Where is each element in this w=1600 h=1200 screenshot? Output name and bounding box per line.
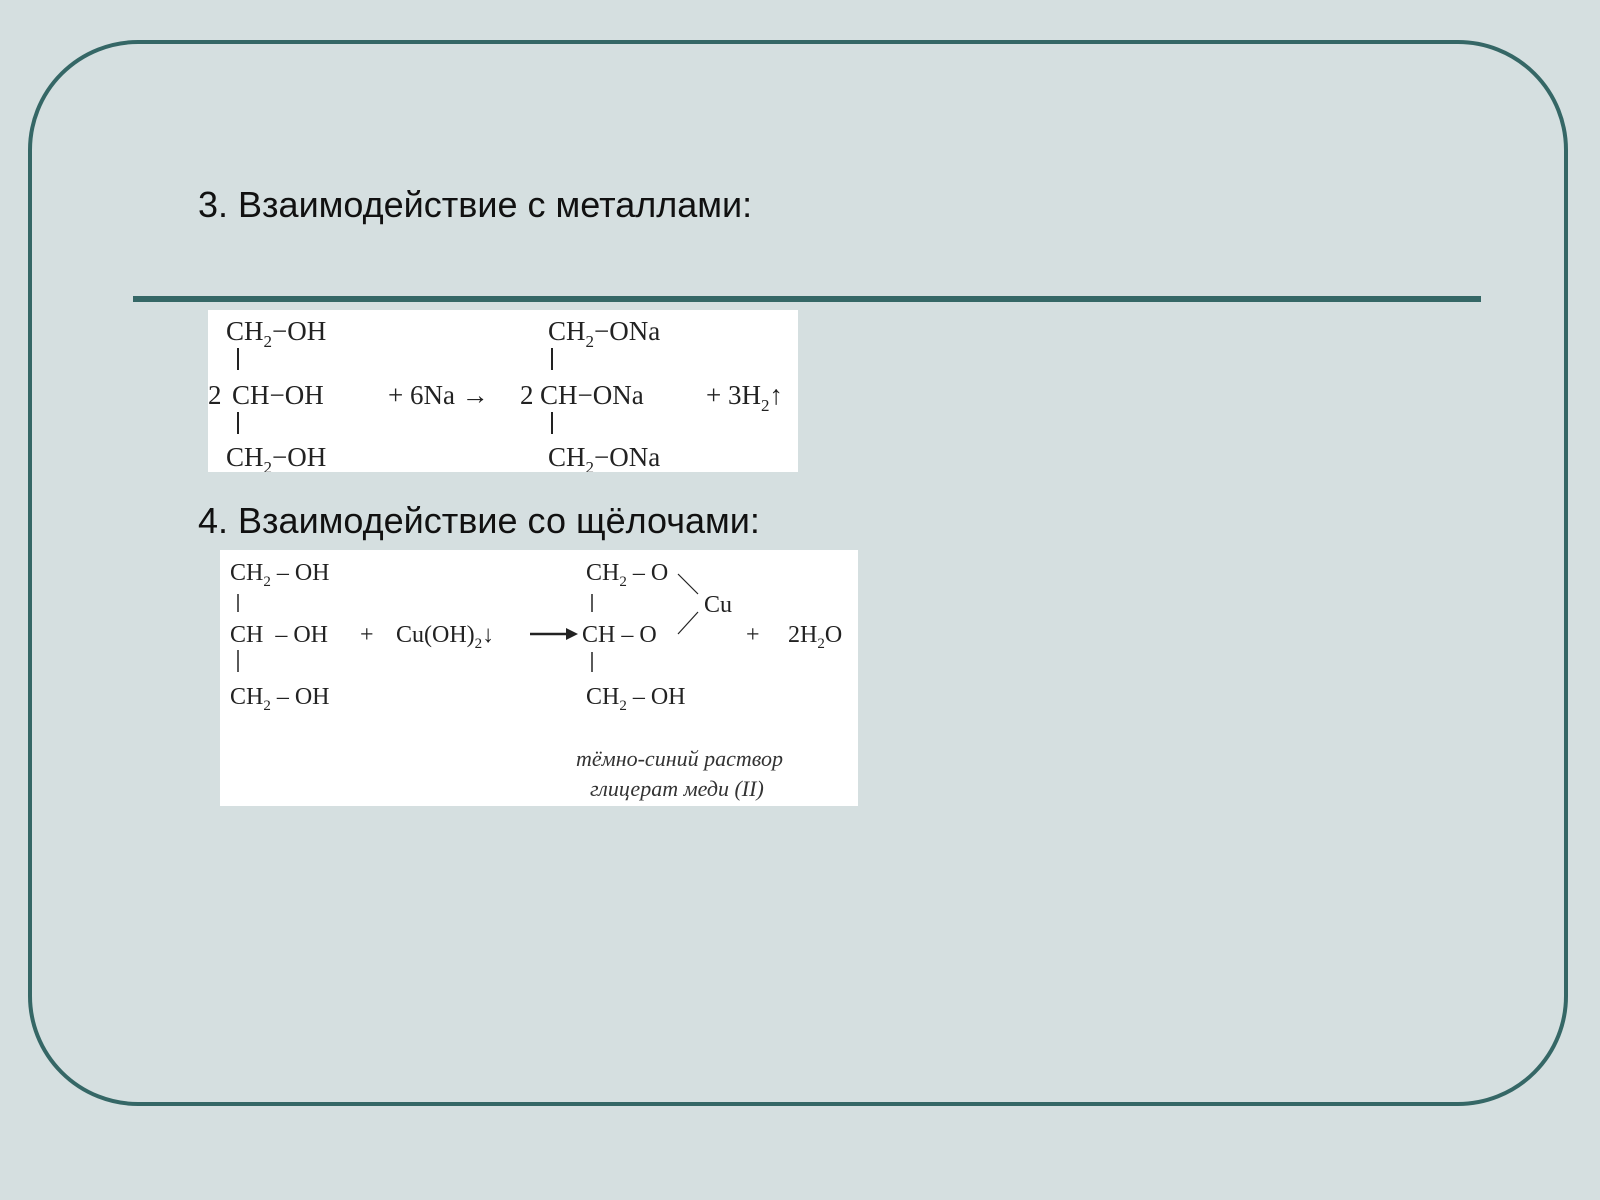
- reagent-plus: +: [360, 622, 374, 648]
- reagent-copper-hydroxide: $Cu(OH)_2↓$: [396, 622, 495, 652]
- coef-left: 2: [208, 380, 222, 410]
- p2-row: CH – O: [582, 622, 657, 648]
- heading-alkali: 4. Взаимодействие со щёлочами:: [198, 500, 760, 541]
- r2-row: CH – OH: [230, 622, 329, 648]
- p3-row: $CH_2$ – OH: [586, 684, 686, 714]
- water: $2H_2O$: [788, 622, 843, 652]
- reaction-metals-formula: [208, 310, 798, 472]
- heading-metals: 3. Взаимодействие с металлами:: [198, 184, 753, 225]
- r1-row: $CH_2-OH$: [226, 316, 327, 351]
- copper-atom: Cu: [704, 592, 733, 618]
- water-plus: +: [746, 622, 760, 648]
- r1-row: $CH_2$ – OH: [230, 560, 330, 590]
- reagent-sodium: + 6Na →: [388, 380, 489, 410]
- bond-line: [678, 574, 698, 594]
- p1-row: $CH_2$ – O: [586, 560, 669, 590]
- bond-line: [678, 612, 698, 634]
- reaction-alkali-svg: [220, 550, 858, 806]
- reaction-arrow-head-icon: [566, 628, 578, 640]
- p3-row: $CH_2-ONa$: [548, 442, 661, 472]
- p2-row: CH−ONa: [540, 380, 644, 410]
- r3-row: $CH_2-OH$: [226, 442, 327, 472]
- r2-row: CH−OH: [232, 380, 324, 410]
- divider-line: [133, 296, 1481, 302]
- reaction-metals-svg: [208, 310, 798, 472]
- caption-line-1: тёмно-синий раствор: [576, 746, 784, 771]
- reaction-alkali-formula: [220, 550, 858, 806]
- byproduct-hydrogen: + $3H_2↑$: [706, 380, 783, 415]
- p1-row: $CH_2-ONa$: [548, 316, 661, 351]
- coef-right: 2: [520, 380, 534, 410]
- r3-row: $CH_2$ – OH: [230, 684, 330, 714]
- caption-line-2: глицерат меди (II): [590, 776, 764, 801]
